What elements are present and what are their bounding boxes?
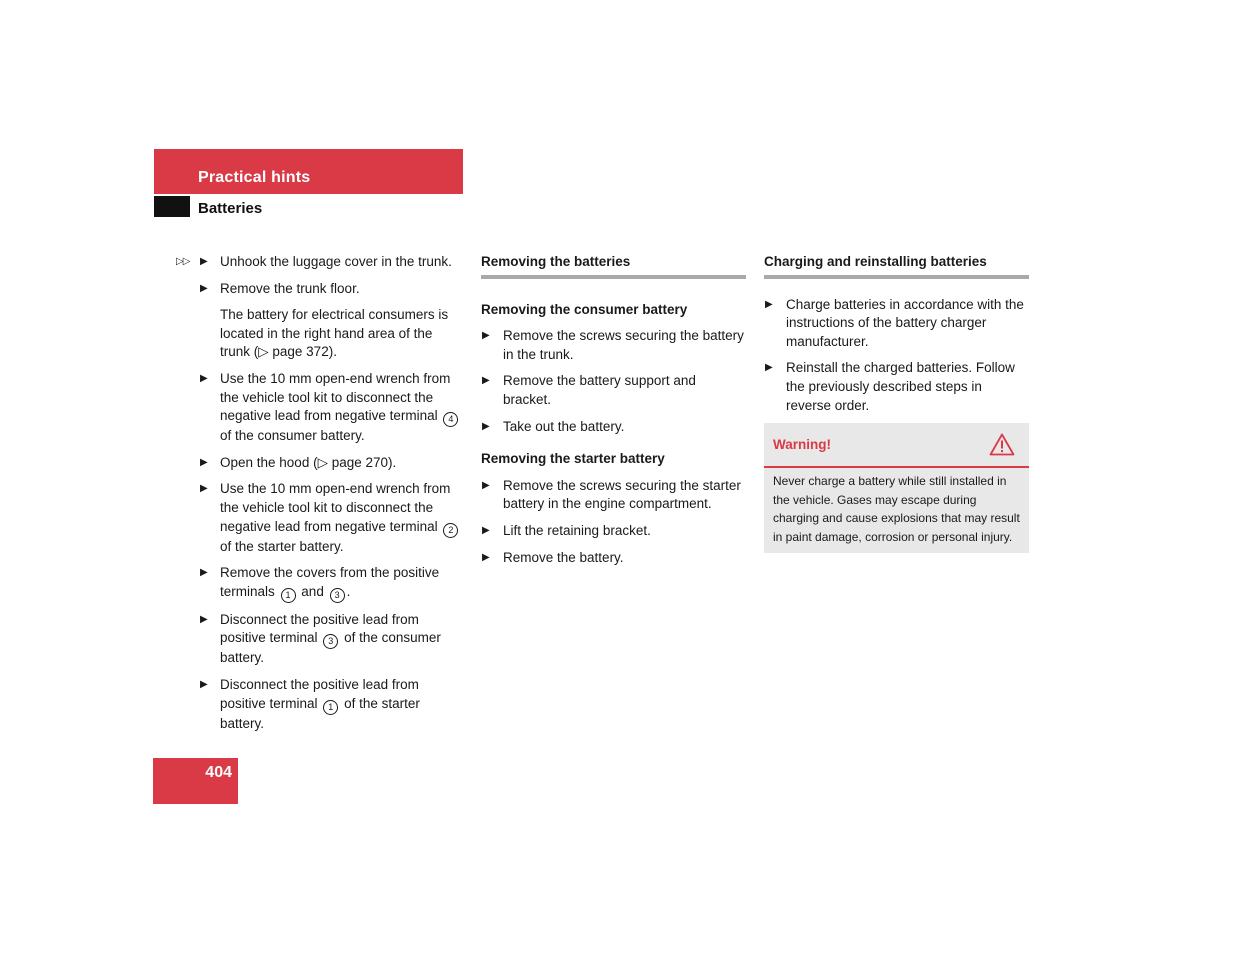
column-left — [176, 253, 466, 741]
terminal-number: 1 — [323, 700, 338, 715]
subsection-heading: Removing the starter battery — [481, 451, 665, 467]
terminal-number: 4 — [443, 412, 458, 427]
bullet-icon: ▶ — [200, 282, 208, 294]
column-middle — [481, 253, 746, 575]
terminal-number: 3 — [323, 634, 338, 649]
list-item: ▶ Charge batteries in accordance with the instructions of the battery charger manufacturer. — [765, 296, 1024, 349]
terminal-number: 1 — [281, 588, 296, 603]
bullet-icon: ▶ — [482, 524, 490, 536]
bullet-icon: ▶ — [200, 613, 208, 625]
list-item: ▶ Remove the covers from the positive terminals 1 and 3 . — [176, 564, 466, 603]
list-item: ▶ Reinstall the charged batteries. Follow the previously described steps in reverse order. — [765, 360, 1015, 413]
list-item: ▶ Disconnect the positive lead from positive terminal 1 of the starter battery. — [200, 676, 420, 731]
page-subtitle: Batteries — [198, 200, 263, 217]
list-item: ▶ Disconnect the positive lead from positive terminal 3 of the consumer battery. — [200, 611, 441, 666]
section-title: Practical hints — [198, 169, 311, 186]
bullet-icon: ▶ — [765, 298, 773, 310]
section-heading: Charging and reinstalling batteries — [764, 253, 1029, 279]
terminal-number: 3 — [330, 588, 345, 603]
bullet-icon: ▶ — [200, 456, 208, 468]
warning-label: Warning! — [773, 437, 831, 453]
list-item: ▶ Remove the screws securing the battery in the trunk. — [482, 328, 744, 362]
bullet-icon: ▶ — [765, 362, 773, 374]
list-item: ▶ Take out the battery. — [481, 418, 746, 437]
list-item: ▶ Use the 10 mm open-end wrench from the vehicle tool kit to disconnect the negative lead from negative terminal 2 of the starter battery. — [176, 480, 466, 556]
bullet-icon: ▶ — [200, 483, 208, 495]
list-item: ▶ Lift the retaining bracket. — [481, 522, 746, 541]
page-number: 404 — [205, 764, 232, 781]
list-item: ▶ Use the 10 mm open-end wrench from the vehicle tool kit to disconnect the negative lead from negative terminal 4 of the consumer battery. — [176, 370, 466, 446]
list-item: ▶ Remove the battery support and bracket. — [482, 373, 696, 407]
bullet-icon: ▶ — [482, 420, 490, 432]
warning-box — [764, 423, 1029, 552]
page-number-box — [153, 758, 238, 804]
bullet-icon: ▶ — [200, 372, 208, 384]
bullet-icon: ▶ — [482, 330, 490, 342]
column-right — [764, 253, 1029, 553]
section-heading: Removing the batteries — [481, 253, 746, 279]
bullet-icon: ▶ — [482, 551, 490, 563]
terminal-number: 2 — [443, 523, 458, 538]
list-item: ▷▷ ▶ Unhook the luggage cover in the trunk. — [176, 253, 466, 272]
bullet-icon: ▶ — [200, 678, 208, 690]
warning-triangle-icon — [989, 433, 1015, 456]
list-item: ▶ Remove the trunk floor. — [176, 280, 466, 299]
subsection-heading: Removing the consumer battery — [481, 301, 688, 317]
note-text: The battery for electrical consumers is located in the right hand area of the trunk (▷ page 372). — [220, 307, 449, 360]
list-item: ▶ Open the hood (▷ page 270). — [176, 454, 466, 473]
subheader-marker — [154, 196, 190, 217]
bullet-icon: ▶ — [482, 375, 490, 387]
warning-text: Never charge a battery while still installed in the vehicle. Gases may escape during charging and cause explosions that may result in paint damage, corrosion or personal injury. — [773, 474, 1020, 544]
warning-header — [764, 423, 1029, 468]
list-item: ▶ Remove the screws securing the starter battery in the engine compartment. — [482, 477, 741, 512]
bullet-icon: ▶ — [482, 479, 490, 491]
list-item: ▶ Remove the battery. — [481, 549, 746, 568]
bullet-icon: ▶ — [200, 256, 208, 267]
header-bar — [154, 149, 463, 194]
bullet-icon: ▶ — [200, 567, 208, 579]
continued-marker: ▷▷ — [176, 256, 190, 267]
